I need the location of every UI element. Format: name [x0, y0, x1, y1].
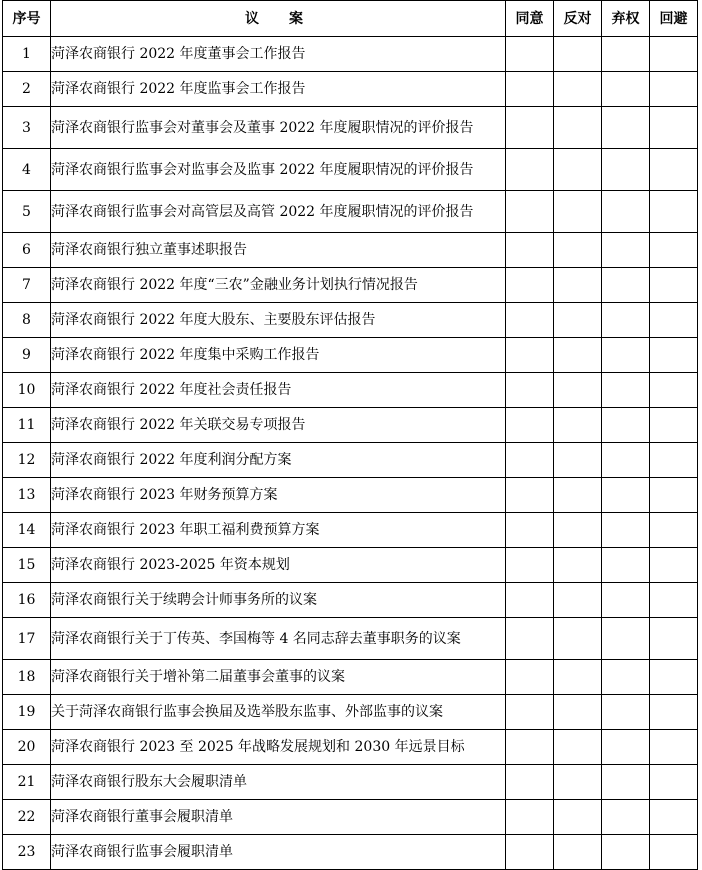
oppose-vote-cell[interactable] [554, 37, 602, 72]
abstain-vote-cell[interactable] [602, 660, 650, 695]
proposal-cell: 菏泽农商银行董事会履职清单 [51, 800, 506, 835]
proposal-cell: 关于菏泽农商银行监事会换届及选举股东监事、外部监事的议案 [51, 695, 506, 730]
proposal-cell: 菏泽农商银行 2023 年财务预算方案 [51, 478, 506, 513]
header-proposal: 议 案 [51, 1, 506, 37]
table-row [3, 338, 698, 373]
oppose-vote-cell[interactable] [554, 548, 602, 583]
proposal-cell: 菏泽农商银行 2023 年职工福利费预算方案 [51, 513, 506, 548]
serial-number-cell: 5 [3, 191, 51, 233]
agree-vote-cell[interactable] [506, 730, 554, 765]
agree-vote-cell[interactable] [506, 233, 554, 268]
recuse-vote-cell[interactable] [650, 72, 698, 107]
header-abstain: 弃权 [602, 1, 650, 37]
serial-number-cell: 2 [3, 72, 51, 107]
oppose-vote-cell[interactable] [554, 233, 602, 268]
recuse-vote-cell[interactable] [650, 37, 698, 72]
oppose-vote-cell[interactable] [554, 583, 602, 618]
recuse-vote-cell[interactable] [650, 303, 698, 338]
oppose-vote-cell[interactable] [554, 408, 602, 443]
recuse-vote-cell[interactable] [650, 443, 698, 478]
header-oppose: 反对 [554, 1, 602, 37]
abstain-vote-cell[interactable] [602, 373, 650, 408]
abstain-vote-cell[interactable] [602, 72, 650, 107]
proposal-cell: 菏泽农商银行股东大会履职清单 [51, 765, 506, 800]
recuse-vote-cell[interactable] [650, 695, 698, 730]
table-row [3, 618, 698, 660]
oppose-vote-cell[interactable] [554, 72, 602, 107]
abstain-vote-cell[interactable] [602, 765, 650, 800]
oppose-vote-cell[interactable] [554, 268, 602, 303]
serial-number-cell: 23 [3, 835, 51, 870]
serial-number-cell: 7 [3, 268, 51, 303]
oppose-vote-cell[interactable] [554, 800, 602, 835]
serial-number-cell: 13 [3, 478, 51, 513]
recuse-vote-cell[interactable] [650, 107, 698, 149]
header-row [3, 1, 698, 37]
table-row [3, 303, 698, 338]
recuse-vote-cell[interactable] [650, 373, 698, 408]
agree-vote-cell[interactable] [506, 765, 554, 800]
proposal-cell: 菏泽农商银行 2022 年度社会责任报告 [51, 373, 506, 408]
proposal-cell: 菏泽农商银行 2022 年度集中采购工作报告 [51, 338, 506, 373]
abstain-vote-cell[interactable] [602, 443, 650, 478]
table-row [3, 408, 698, 443]
header-recuse: 回避 [650, 1, 698, 37]
recuse-vote-cell[interactable] [650, 583, 698, 618]
agree-vote-cell[interactable] [506, 835, 554, 870]
table-row [3, 660, 698, 695]
table-row [3, 268, 698, 303]
abstain-vote-cell[interactable] [602, 338, 650, 373]
agree-vote-cell[interactable] [506, 695, 554, 730]
agree-vote-cell[interactable] [506, 303, 554, 338]
proposal-cell: 菏泽农商银行关于续聘会计师事务所的议案 [51, 583, 506, 618]
serial-number-cell: 11 [3, 408, 51, 443]
recuse-vote-cell[interactable] [650, 233, 698, 268]
abstain-vote-cell[interactable] [602, 107, 650, 149]
table-row [3, 583, 698, 618]
abstain-vote-cell[interactable] [602, 800, 650, 835]
recuse-vote-cell[interactable] [650, 478, 698, 513]
agree-vote-cell[interactable] [506, 443, 554, 478]
oppose-vote-cell[interactable] [554, 618, 602, 660]
proposal-cell: 菏泽农商银行监事会对董事会及董事 2022 年度履职情况的评价报告 [51, 107, 506, 149]
agree-vote-cell[interactable] [506, 618, 554, 660]
agree-vote-cell[interactable] [506, 408, 554, 443]
oppose-vote-cell[interactable] [554, 730, 602, 765]
oppose-vote-cell[interactable] [554, 107, 602, 149]
table-row [3, 730, 698, 765]
recuse-vote-cell[interactable] [650, 660, 698, 695]
abstain-vote-cell[interactable] [602, 37, 650, 72]
abstain-vote-cell[interactable] [602, 548, 650, 583]
oppose-vote-cell[interactable] [554, 835, 602, 870]
proposal-cell: 菏泽农商银行关于增补第二届董事会董事的议案 [51, 660, 506, 695]
oppose-vote-cell[interactable] [554, 695, 602, 730]
serial-number-cell: 12 [3, 443, 51, 478]
serial-number-cell: 3 [3, 107, 51, 149]
serial-number-cell: 1 [3, 37, 51, 72]
recuse-vote-cell[interactable] [650, 149, 698, 191]
agree-vote-cell[interactable] [506, 268, 554, 303]
oppose-vote-cell[interactable] [554, 191, 602, 233]
serial-number-cell: 18 [3, 660, 51, 695]
oppose-vote-cell[interactable] [554, 149, 602, 191]
serial-number-cell: 15 [3, 548, 51, 583]
oppose-vote-cell[interactable] [554, 303, 602, 338]
oppose-vote-cell[interactable] [554, 513, 602, 548]
serial-number-cell: 20 [3, 730, 51, 765]
proposal-cell: 菏泽农商银行 2022 年度董事会工作报告 [51, 37, 506, 72]
oppose-vote-cell[interactable] [554, 443, 602, 478]
table-row [3, 695, 698, 730]
table-row [3, 478, 698, 513]
proposal-cell: 菏泽农商银行监事会对高管层及高管 2022 年度履职情况的评价报告 [51, 191, 506, 233]
proposal-cell: 菏泽农商银行 2023-2025 年资本规划 [51, 548, 506, 583]
abstain-vote-cell[interactable] [602, 149, 650, 191]
serial-number-cell: 22 [3, 800, 51, 835]
abstain-vote-cell[interactable] [602, 233, 650, 268]
agree-vote-cell[interactable] [506, 513, 554, 548]
header-agree: 同意 [506, 1, 554, 37]
serial-number-cell: 10 [3, 373, 51, 408]
recuse-vote-cell[interactable] [650, 835, 698, 870]
proposal-cell: 菏泽农商银行监事会履职清单 [51, 835, 506, 870]
serial-number-cell: 9 [3, 338, 51, 373]
recuse-vote-cell[interactable] [650, 548, 698, 583]
oppose-vote-cell[interactable] [554, 373, 602, 408]
recuse-vote-cell[interactable] [650, 513, 698, 548]
serial-number-cell: 19 [3, 695, 51, 730]
recuse-vote-cell[interactable] [650, 618, 698, 660]
serial-number-cell: 14 [3, 513, 51, 548]
agree-vote-cell[interactable] [506, 800, 554, 835]
agree-vote-cell[interactable] [506, 149, 554, 191]
recuse-vote-cell[interactable] [650, 765, 698, 800]
serial-number-cell: 6 [3, 233, 51, 268]
abstain-vote-cell[interactable] [602, 618, 650, 660]
proposal-cell: 菏泽农商银行 2022 年度大股东、主要股东评估报告 [51, 303, 506, 338]
agree-vote-cell[interactable] [506, 548, 554, 583]
abstain-vote-cell[interactable] [602, 835, 650, 870]
table-row [3, 443, 698, 478]
table-row [3, 191, 698, 233]
recuse-vote-cell[interactable] [650, 800, 698, 835]
serial-number-cell: 17 [3, 618, 51, 660]
abstain-vote-cell[interactable] [602, 583, 650, 618]
table-row [3, 233, 698, 268]
table-row [3, 800, 698, 835]
agree-vote-cell[interactable] [506, 191, 554, 233]
agree-vote-cell[interactable] [506, 660, 554, 695]
agree-vote-cell[interactable] [506, 107, 554, 149]
abstain-vote-cell[interactable] [602, 695, 650, 730]
recuse-vote-cell[interactable] [650, 338, 698, 373]
agree-vote-cell[interactable] [506, 583, 554, 618]
abstain-vote-cell[interactable] [602, 478, 650, 513]
recuse-vote-cell[interactable] [650, 191, 698, 233]
serial-number-cell: 8 [3, 303, 51, 338]
abstain-vote-cell[interactable] [602, 268, 650, 303]
proposal-cell: 菏泽农商银行 2022 年关联交易专项报告 [51, 408, 506, 443]
recuse-vote-cell[interactable] [650, 408, 698, 443]
proposal-cell: 菏泽农商银行关于丁传英、李国梅等 4 名同志辞去董事职务的议案 [51, 618, 506, 660]
agree-vote-cell[interactable] [506, 478, 554, 513]
agree-vote-cell[interactable] [506, 373, 554, 408]
abstain-vote-cell[interactable] [602, 191, 650, 233]
abstain-vote-cell[interactable] [602, 408, 650, 443]
proposal-cell: 菏泽农商银行 2023 至 2025 年战略发展规划和 2030 年远景目标 [51, 730, 506, 765]
recuse-vote-cell[interactable] [650, 268, 698, 303]
table-row [3, 107, 698, 149]
proposal-cell: 菏泽农商银行 2022 年度监事会工作报告 [51, 72, 506, 107]
table-row [3, 513, 698, 548]
oppose-vote-cell[interactable] [554, 478, 602, 513]
oppose-vote-cell[interactable] [554, 338, 602, 373]
agree-vote-cell[interactable] [506, 72, 554, 107]
oppose-vote-cell[interactable] [554, 660, 602, 695]
table-row [3, 373, 698, 408]
table-row [3, 548, 698, 583]
abstain-vote-cell[interactable] [602, 730, 650, 765]
serial-number-cell: 16 [3, 583, 51, 618]
oppose-vote-cell[interactable] [554, 765, 602, 800]
table-row [3, 72, 698, 107]
proposal-cell: 菏泽农商银行监事会对监事会及监事 2022 年度履职情况的评价报告 [51, 149, 506, 191]
table-row [3, 765, 698, 800]
agree-vote-cell[interactable] [506, 37, 554, 72]
table-row [3, 149, 698, 191]
abstain-vote-cell[interactable] [602, 513, 650, 548]
agree-vote-cell[interactable] [506, 338, 554, 373]
proposal-cell: 菏泽农商银行 2022 年度“三农”金融业务计划执行情况报告 [51, 268, 506, 303]
header-serial-number: 序号 [3, 1, 51, 37]
proposal-cell: 菏泽农商银行 2022 年度利润分配方案 [51, 443, 506, 478]
voting-table [2, 0, 698, 870]
table-row [3, 37, 698, 72]
serial-number-cell: 21 [3, 765, 51, 800]
recuse-vote-cell[interactable] [650, 730, 698, 765]
abstain-vote-cell[interactable] [602, 303, 650, 338]
table-row [3, 835, 698, 870]
serial-number-cell: 4 [3, 149, 51, 191]
proposal-cell: 菏泽农商银行独立董事述职报告 [51, 233, 506, 268]
